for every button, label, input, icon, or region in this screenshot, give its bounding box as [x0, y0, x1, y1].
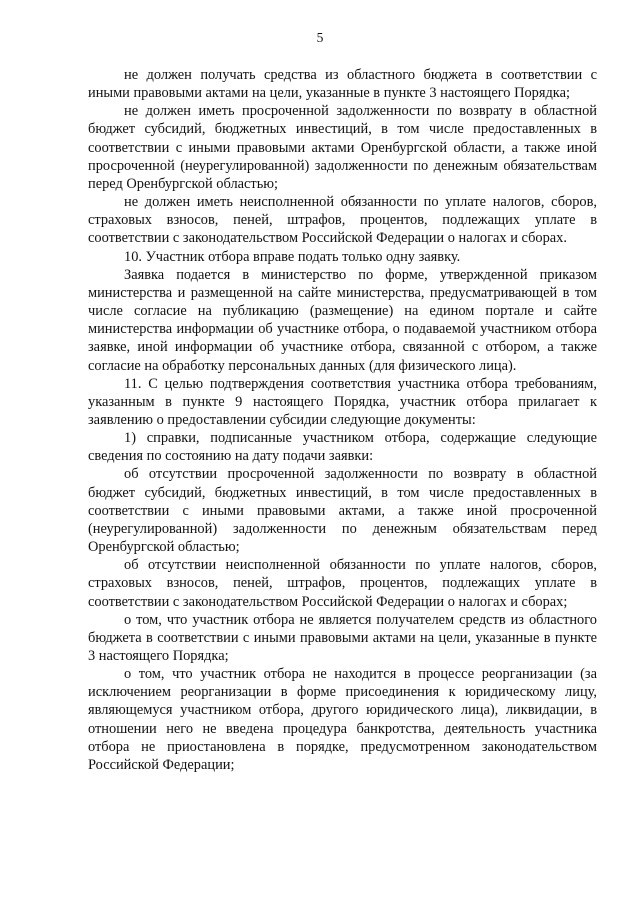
paragraph: не должен иметь неисполненной обязанности по уплате налогов, сборов, страховых взносов, пеней, штрафов, процентов, подлежащих уплате в соответствии с законодательством Российской Федерации о налогах и сборах. [88, 194, 597, 247]
paragraph: о том, что участник отбора не находится в процессе реорганизации (за исключением реорганизации в форме присоединения к юридическому лицу, являющемуся участником отбора, другого юридического лица), ликвидации, в отношении него не введена процедура банкротства, деятельность участника отбора не приостановлена в порядке, предусмотренном законодательством Российской Федерации; [88, 666, 597, 773]
paragraph: 1) справки, подписанные участником отбора, содержащие следующие сведения по состоянию на дату подачи заявки: [88, 430, 597, 465]
paragraph: 11. С целью подтверждения соответствия участника отбора требованиям, указанным в пункте 9 настоящего Порядка, участник отбора прилагает к заявлению о предоставлении субсидии следующие документы: [88, 375, 597, 428]
paragraph: не должен получать средства из областного бюджета в соответствии с иными правовыми актами на цели, указанные в пункте 3 настоящего Порядка; [88, 67, 597, 102]
paragraph: 10. Участник отбора вправе подать только одну заявку. [124, 248, 461, 265]
paragraph: Заявка подается в министерство по форме, утвержденной приказом министерства и размещенной на сайте министерства, предусматривающей в том числе согласие на публикацию (размещение) на едином портале и сайте министерства информации об участнике отбора, о подаваемой участником отбора заявке, иной информации об участнике отбора, связанной с отбором, а также согласие на обработку персональных данных (для физического лица). [88, 266, 597, 374]
document-body [88, 66, 597, 774]
paragraph: об отсутствии просроченной задолженности по возврату в областной бюджет субсидий, бюджетных инвестиций, в том числе предоставленных в соответствии с иными правовыми актами, а также иной просроченной (неурегулированной) задолженности по денежным обязательствам перед Оренбургской областью; [88, 466, 597, 556]
page-number: 5 [316, 30, 324, 45]
paragraph: не должен иметь просроченной задолженности по возврату в областной бюджет субсидий, бюджетных инвестиций, в том числе предоставленных в соответствии с иными правовыми актами Оренбургской области, а также иной просроченной (неурегулированной) задолженности по денежным обязательствам перед Оренбургской областью; [88, 103, 597, 192]
paragraph: об отсутствии неисполненной обязанности по уплате налогов, сборов, страховых взносов, пеней, штрафов, процентов, подлежащих уплате в соответствии с законодательством Российской Федерации о налогах и сборах; [88, 557, 597, 610]
paragraph: о том, что участник отбора не является получателем средств из областного бюджета в соответствии с иными правовыми актами на цели, указанные в пункте 3 настоящего Порядка; [88, 611, 597, 664]
